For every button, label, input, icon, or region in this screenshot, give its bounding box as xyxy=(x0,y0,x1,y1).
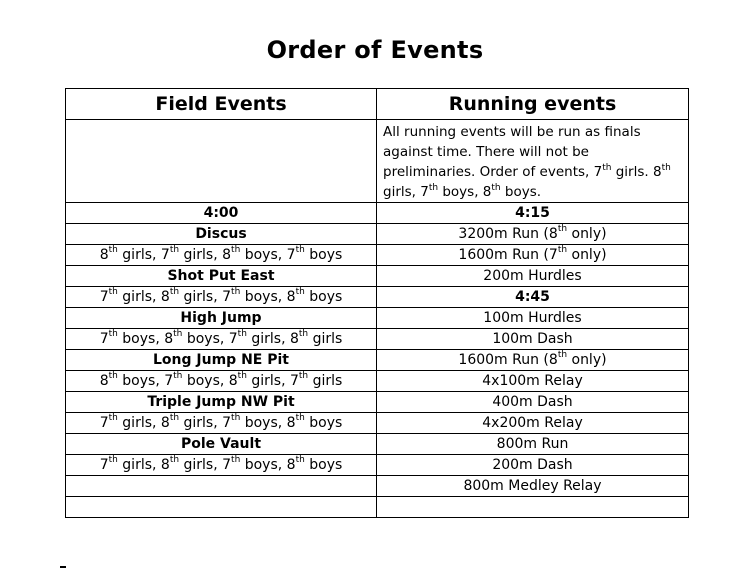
running-event-cell: 200m Dash xyxy=(377,455,689,476)
running-note: All running events will be run as finals against time. There will not be preliminaries. Order of events, 7th girls. 8th girls, 7th boys, 8th boys. xyxy=(377,120,689,203)
event-row xyxy=(66,434,689,455)
running-event-cell: 100m Dash xyxy=(377,329,689,350)
running-event-cell: 200m Hurdles xyxy=(377,266,689,287)
running-event-cell: 1600m Run (7th only) xyxy=(377,245,689,266)
field-event-cell: Pole Vault xyxy=(66,434,377,455)
note-empty-cell xyxy=(66,120,377,203)
running-event-cell: 800m Medley Relay xyxy=(377,476,689,497)
running-event-cell: 1600m Run (8th only) xyxy=(377,350,689,371)
event-row xyxy=(66,350,689,371)
event-row xyxy=(66,371,689,392)
event-row xyxy=(66,308,689,329)
event-row xyxy=(66,224,689,245)
running-event-cell: 4x200m Relay xyxy=(377,413,689,434)
field-event-cell: Discus xyxy=(66,224,377,245)
running-event-cell: 400m Dash xyxy=(377,392,689,413)
event-row xyxy=(66,329,689,350)
running-event-cell: 4x100m Relay xyxy=(377,371,689,392)
running-event-cell: 100m Hurdles xyxy=(377,308,689,329)
header-row xyxy=(66,89,689,120)
events-table xyxy=(65,88,689,518)
event-row xyxy=(66,497,689,518)
event-row xyxy=(66,287,689,308)
field-event-cell xyxy=(66,476,377,497)
event-row xyxy=(66,413,689,434)
running-event-cell: 3200m Run (8th only) xyxy=(377,224,689,245)
field-event-cell: 7th boys, 8th boys, 7th girls, 8th girls xyxy=(66,329,377,350)
field-events-header: Field Events xyxy=(66,89,377,120)
event-row xyxy=(66,392,689,413)
event-row xyxy=(66,203,689,224)
running-event-cell: 4:15 xyxy=(377,203,689,224)
event-row xyxy=(66,266,689,287)
field-event-cell xyxy=(66,497,377,518)
field-event-cell: Shot Put East xyxy=(66,266,377,287)
field-event-cell: Long Jump NE Pit xyxy=(66,350,377,371)
running-events-header: Running events xyxy=(377,89,689,120)
field-event-cell: High Jump xyxy=(66,308,377,329)
field-event-cell: Triple Jump NW Pit xyxy=(66,392,377,413)
event-row xyxy=(66,455,689,476)
field-event-cell: 7th girls, 8th girls, 7th boys, 8th boys xyxy=(66,413,377,434)
event-row xyxy=(66,245,689,266)
corner-mark xyxy=(60,566,66,568)
field-event-cell: 8th girls, 7th girls, 8th boys, 7th boys xyxy=(66,245,377,266)
note-row xyxy=(66,120,689,203)
event-row xyxy=(66,476,689,497)
running-event-cell: 800m Run xyxy=(377,434,689,455)
field-event-cell: 4:00 xyxy=(66,203,377,224)
running-event-cell xyxy=(377,497,689,518)
field-event-cell: 7th girls, 8th girls, 7th boys, 8th boys xyxy=(66,455,377,476)
field-event-cell: 7th girls, 8th girls, 7th boys, 8th boys xyxy=(66,287,377,308)
page-title: Order of Events xyxy=(266,36,484,64)
running-event-cell: 4:45 xyxy=(377,287,689,308)
field-event-cell: 8th boys, 7th boys, 8th girls, 7th girls xyxy=(66,371,377,392)
